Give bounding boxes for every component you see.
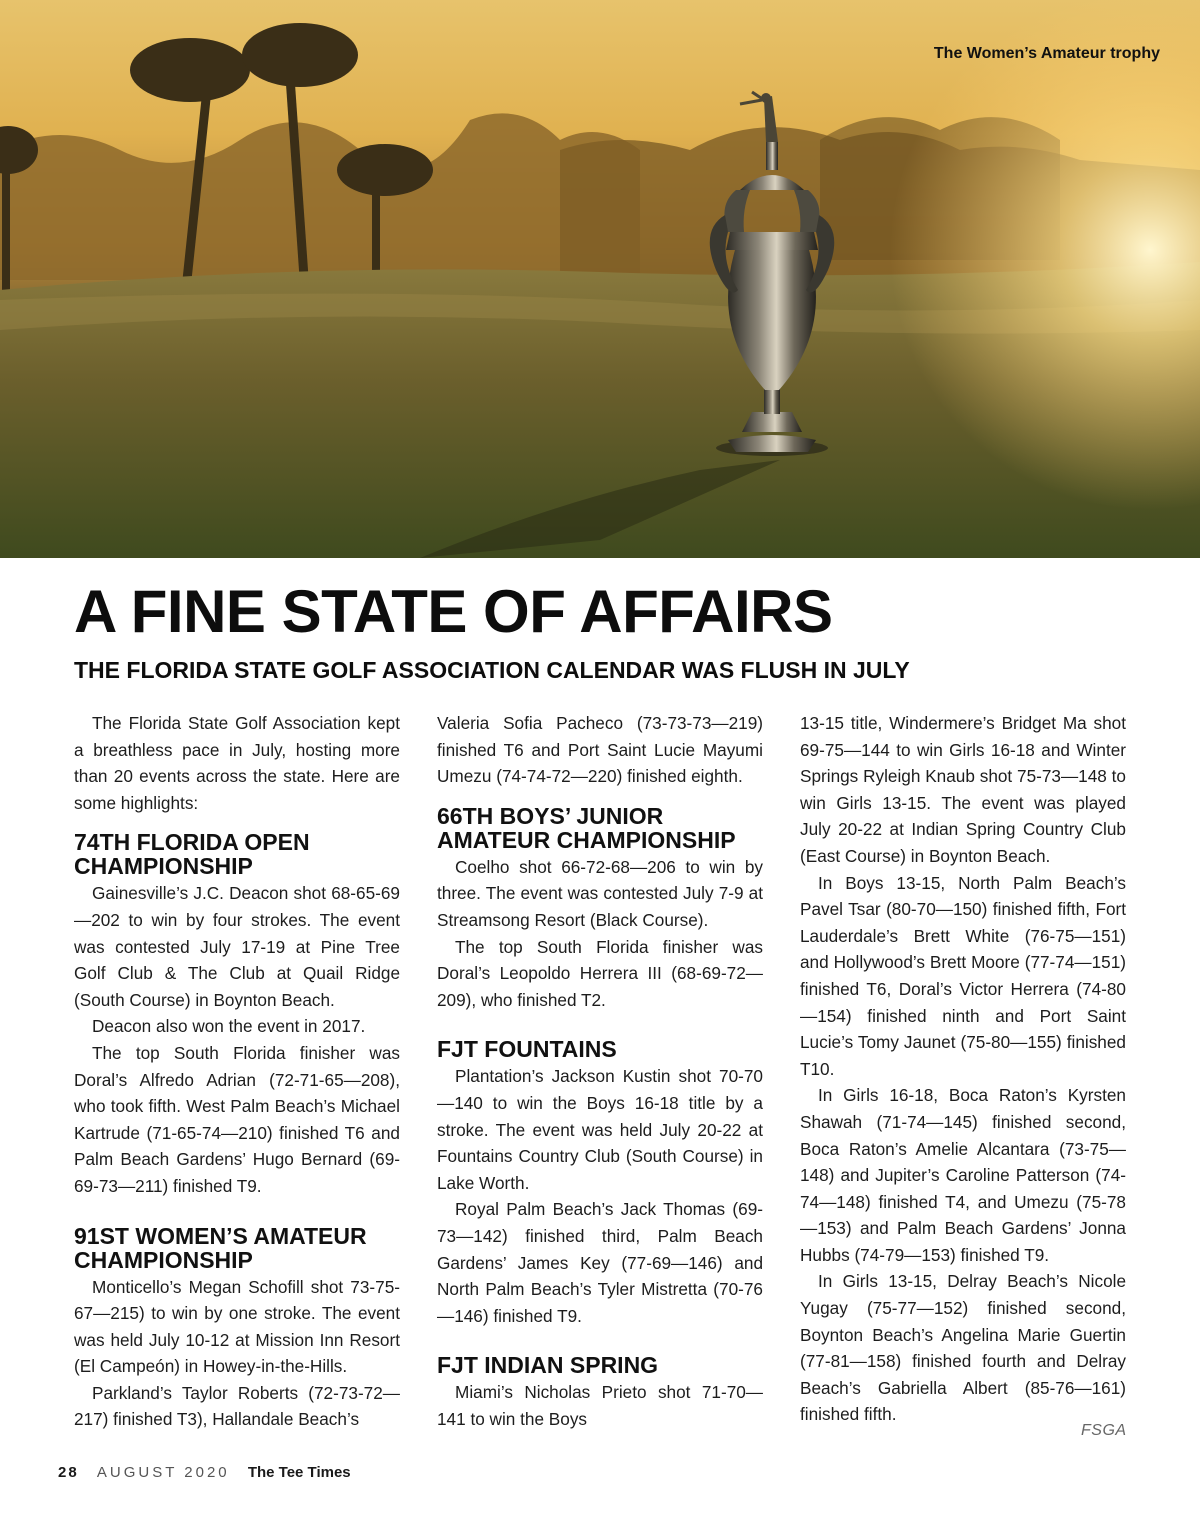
section-heading-womens-amateur: 91ST WOMEN’S AMATEUR CHAMPIONSHIP (74, 1222, 367, 1273)
paragraph: In Girls 13-15, Delray Beach’s Nicole Yugay (75-77—152) finished second, Boynton Beach’s Angelina Marie Guertin (77-81—158) finished fourth and Delray Beach’s Gabriella Albert (85-76—161) finished fifth. (800, 1271, 1126, 1425)
paragraph-split-start: Miami’s Nicholas Prieto shot 71-70—141 to win the Boys (437, 1382, 763, 1429)
section-heading-boys-junior: 66TH BOYS’ JUNIOR AMATEUR CHAMPIONSHIP (437, 802, 736, 853)
intro-paragraph: The Florida State Golf Association kept a breathless pace in July, hosting more than 20 events across the state. Here are some highlights: (74, 713, 400, 813)
article-column-1 (74, 710, 400, 1433)
section-heading-fjt-fountains: FJT FOUNTAINS (437, 1036, 617, 1063)
paragraph: The top South Florida finisher was Doral’s Leopoldo Herrera III (68-69-72—209), who finished T2. (437, 936, 763, 1010)
photo-caption: The Women’s Amateur trophy (933, 45, 1160, 62)
paragraph: The top South Florida finisher was Doral’s Alfredo Adrian (72-71-65—208), who took fifth. West Palm Beach’s Michael Kartrude (71-65-74—210) finished T6 and Palm Beach Gardens’ Hugo Bernard (69-69-73—211) finished T9. (74, 1042, 400, 1196)
magazine-name: The Tee Times (247, 1464, 351, 1481)
paragraph-split-end: 13-15 title, Windermere’s Bridget Ma shot 69-75—144 to win Girls 16-18 and Winter Springs Ryleigh Knaub shot 75-73—148 to win Girls 13-15. The event was played July 20-22 at Indian Spring Country Club (East Course) in Boynton Beach. (800, 713, 1126, 866)
paragraph: Plantation’s Jackson Kustin shot 70-70—140 to win the Boys 16-18 title by a stroke. The event was held July 20-22 at Fountains Country Club (South Course) in Lake Worth. (437, 1066, 763, 1193)
issue-date: AUGUST 2020 (96, 1464, 230, 1481)
paragraph: Royal Palm Beach’s Jack Thomas (69-73—142) finished third, Palm Beach Gardens’ James Key (77-69—146) and North Palm Beach’s Tyler Mistretta (70-76—146) finished T9. (437, 1199, 763, 1326)
paragraph-split-start: Parkland’s Taylor Roberts (72-73-72—217) finished T3), Hallandale Beach’s (74, 1382, 400, 1430)
paragraph: Deacon also won the event in 2017. (92, 1016, 366, 1037)
section-heading-florida-open: 74TH FLORIDA OPEN CHAMPIONSHIP (74, 829, 310, 880)
article-subtitle: THE FLORIDA STATE GOLF ASSOCIATION CALENDAR WAS FLUSH IN JULY (74, 657, 910, 683)
article-title: A FINE STATE OF AFFAIRS (74, 578, 833, 645)
paragraph: In Boys 13-15, North Palm Beach’s Pavel Tsar (80-70—150) finished fifth, Fort Lauderdale’s Brett White (76-75—151) and Hollywood’s Brett Moore (77-74—151) finished T6, Doral’s Victor Herrera (74-80—154) finished ninth and Port Saint Lucie’s Tomy Jaunet (75-80—155) finished T10. (800, 872, 1126, 1079)
paragraph: Coelho shot 66-72-68—206 to win by three. The event was contested July 7-9 at Streamsong Resort (Black Course). (437, 856, 763, 930)
page-number: 28 (58, 1464, 79, 1481)
hero-photo (0, 0, 1200, 558)
paragraph: In Girls 16-18, Boca Raton’s Kyrsten Shawah (71-74—145) finished second, Boca Raton’s Amelie Alcantara (73-75—148) and Jupiter’s Caroline Patterson (74-74—148) finished T4, and Umezu (75-78—153) and Palm Beach Gardens’ Jonna Hubbs (74-79—153) finished T9. (800, 1085, 1126, 1265)
page-footer (58, 1464, 351, 1481)
photo-credit: FSGA (1081, 1422, 1127, 1439)
article-column-3 (800, 710, 1126, 1428)
paragraph: Monticello’s Megan Schofill shot 73-75-67—215) to win by one stroke. The event was held July 10-12 at Mission Inn Resort (El Campeón) in Howey-in-the-Hills. (74, 1276, 400, 1377)
paragraph: Gainesville’s J.C. Deacon shot 68-65-69—202 to win by four strokes. The event was contested July 17-19 at Pine Tree Golf Club & The Club at Quail Ridge (South Course) in Boynton Beach. (74, 883, 400, 1010)
paragraph-split-end: Valeria Sofia Pacheco (73-73-73—219) finished T6 and Port Saint Lucie Mayumi Umezu (74-74-72—220) finished eighth. (437, 713, 763, 787)
article-column-2 (437, 710, 763, 1432)
trophy-illustration (0, 0, 1200, 558)
section-heading-fjt-indian-spring: FJT INDIAN SPRING (437, 1352, 659, 1379)
